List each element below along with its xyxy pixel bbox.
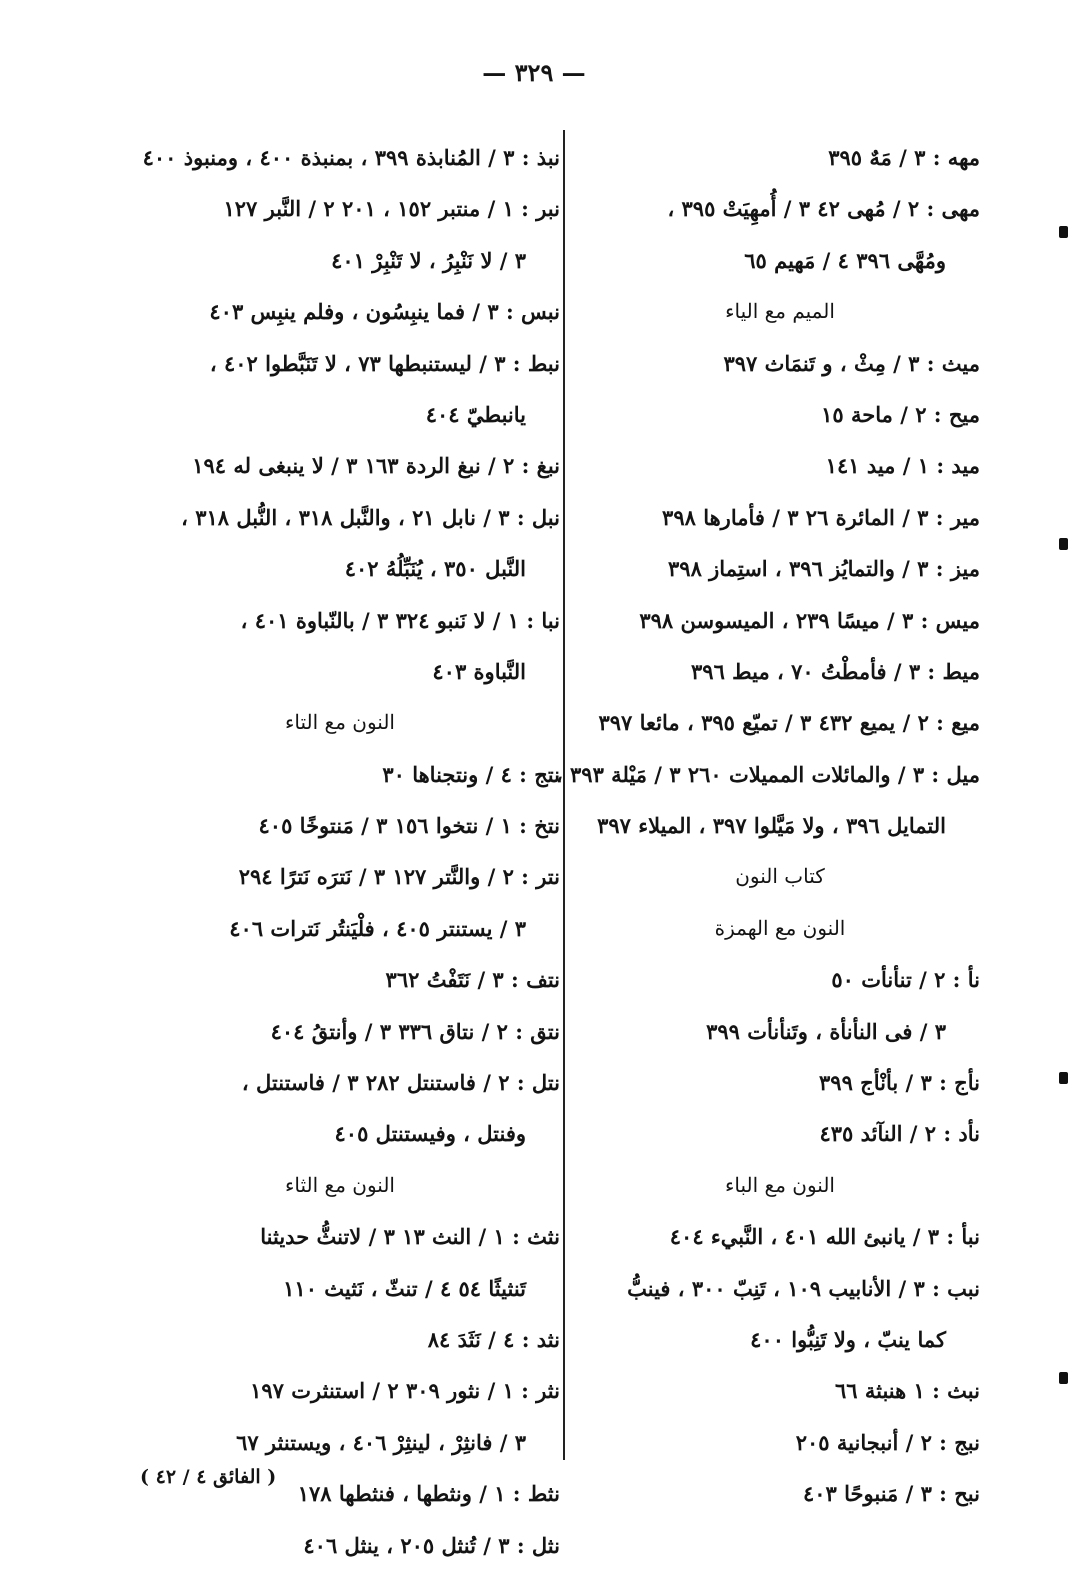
index-entry: نبث : ١ هنبثة ٦٦ xyxy=(835,1378,980,1404)
index-entry: ٣ / فى النأنأة ، وتَنأنأت ٣٩٩ xyxy=(706,1018,946,1044)
index-entry: وفنتل ، وفيستنتل ٤٠٥ xyxy=(334,1121,526,1147)
index-entry: ميز : ٣ / والتمايُز ٣٩٦ ، استِماز ٣٩٨ xyxy=(668,556,980,582)
index-entry: مهه : ٣ / مَهٌ ٣٩٥ xyxy=(828,145,980,170)
index-entry: نتل : ٢ / فاستنتل ٢٨٢ ٣ / فاستنتل ، xyxy=(241,1070,560,1096)
section-heading: الميم مع الياء xyxy=(725,299,835,324)
edge-mark xyxy=(1059,538,1068,550)
index-entry: ٣ / يستنتر ٤٠٥ ، فلْيَنتُر نَترات ٤٠٦ xyxy=(229,915,526,941)
index-entry: ميط : ٣ / فأمطْتُ ٧٠ ، ميط ٣٩٦ xyxy=(691,658,980,684)
index-entry: ميس : ٣ / ميسًا ٢٣٩ ، الميسوسن ٣٩٨ xyxy=(639,607,980,633)
index-entry: النَّباوة ٤٠٣ xyxy=(432,658,526,684)
page-number: — ٣٢٩ — xyxy=(482,58,586,87)
index-entry: ميح : ٢ / ماحة ١٥ xyxy=(821,401,980,427)
index-entry: مهى : ٢ / مُهى ٤٢ ٣ / أُمهِيَتْ ٣٩٥ ، xyxy=(667,196,980,222)
index-entry: ٣ / فانثِرْ ، لينثِرْ ٤٠٦ ، ويستنثر ٦٧ xyxy=(236,1429,526,1455)
index-entry: ميث : ٣ / مِثْ ، و تَنمَاث ٣٩٧ xyxy=(723,350,980,376)
index-entry: نتف : ٣ / نَتَفْتُ ٣٦٢ xyxy=(385,967,560,993)
index-entry: ميد : ١ / ميد ١٤١ xyxy=(825,453,980,479)
index-entry: ومُهَّى ٣٩٦ ٤ / مَهيم ٦٥ xyxy=(744,247,946,273)
index-entry: كما ينبّ ، ولا تَنِبُّوا ٤٠٠ xyxy=(750,1326,946,1352)
right-column xyxy=(555,132,980,1520)
index-entry: نبح : ٣ / مَنبوحًا ٤٠٣ xyxy=(802,1481,980,1507)
index-entry: النَّبل ٣٥٠ ، يُنَبِّلُهُ ٤٠٢ xyxy=(344,556,526,582)
index-entry: نبط : ٣ / ليستنبطها ٧٣ ، لا تَنَبَّطوا ٤٠٢ ، xyxy=(209,350,560,376)
index-entry: نبج : ٢ / أنبجانية ٢٠٥ xyxy=(795,1429,980,1455)
index-entry: تَنثيثًا ٥٤ ٤ / تنثّ ، نَثيث ١١٠ xyxy=(283,1275,526,1301)
index-entry: نأ : ٢ / تنأنأت ٥٠ xyxy=(831,967,980,993)
edge-mark xyxy=(1059,226,1068,238)
index-entry: ميل : ٣ / والمائلات المميلات ٢٦٠ ٣ / مَيْلة ٣٩٣ ، xyxy=(555,761,980,787)
section-heading: النون مع الثاء xyxy=(285,1172,395,1197)
index-entry: نثد : ٤ / نَثَدَ ٨٤ xyxy=(427,1326,560,1352)
index-entry: نبغ : ٢ / نبغ الردة ١٦٣ ٣ / لا ينبغى له ١٩٤ xyxy=(192,453,560,479)
index-entry: نتر : ٢ / والنَّتر ١٢٧ ٣ / نَترَه نَترًا ٢٩٤ xyxy=(238,864,560,890)
index-entry: نبل : ٣ / نابل ٢١ ، والنَّبل ٣١٨ ، النُّبل ٣١٨ ، xyxy=(181,504,560,530)
index-entry: نثر : ١ / نثور ٣٠٩ ٢ / استنثرت ١٩٧ xyxy=(250,1378,560,1404)
index-entry: نأد : ٢ / النآئد ٤٣٥ xyxy=(819,1121,980,1147)
index-entry: يانبطيّ ٤٠٤ xyxy=(425,401,526,427)
section-heading: كتاب النون xyxy=(735,864,825,889)
index-entry: نتق : ٢ / نتاق ٣٣٦ ٣ / وأنتقُ ٤٠٤ xyxy=(270,1018,560,1044)
index-entry: نتخ : ١ / نتخوا ١٥٦ ٣ / مَنتوخًا ٤٠٥ xyxy=(258,813,560,839)
edge-mark xyxy=(1059,1372,1068,1384)
index-entry: نبأ : ٣ / يانبئ الله ٤٠١ ، النَّبيء ٤٠٤ xyxy=(669,1224,980,1250)
index-entry: نبا : ١ / لا نَنبو ٣٢٤ ٣ / بالنّباوة ٤٠١ ، xyxy=(240,607,560,633)
index-entry: ٣ / لا نَنْبِرُ ، لا تَنْبِرْ ٤٠١ xyxy=(331,247,526,273)
index-entry: نتج : ٤ / ونتجناها ٣٠ xyxy=(382,761,560,787)
index-entry: نبر : ١ / منتبر ١٥٢ ، ٢٠١ ٢ / النَّبر ١٢٧ xyxy=(223,196,560,222)
index-entry: نبب : ٣ / الأنابيب ١٠٩ ، تَنِبّ ٣٠٠ ، فينبُّ xyxy=(627,1275,980,1301)
left-column xyxy=(120,132,560,1571)
index-entry: نبس : ٣ / فما ينبِسُون ، وفلم ينبِس ٤٠٣ xyxy=(209,299,560,325)
section-heading: النون مع التاء xyxy=(285,710,395,735)
index-entry: نثل : ٣ / تُنثل ٢٠٥ ، ينثل ٤٠٦ xyxy=(303,1532,560,1558)
index-entry: ميع : ٢ / يميع ٤٣٢ ٣ / تميّع ٣٩٥ ، مائعا ٣٩٧ xyxy=(598,710,980,736)
index-entry: نبذ : ٣ / المُنابذة ٣٩٩ ، بمنبذة ٤٠٠ ، ومنبوذ ٤٠٠ xyxy=(142,145,560,170)
section-heading: النون مع الهمزة xyxy=(714,915,846,940)
index-entry: نثط : ١ / ونثطها ، فنثطها ١٧٨ xyxy=(297,1481,560,1507)
index-entry: التمايل ٣٩٦ ، ولا مَيَّلوا ٣٩٧ ، الميلاء ٣٩٧ xyxy=(597,813,946,839)
edge-mark xyxy=(1059,1072,1068,1084)
index-entry: نثث : ١ / النث ١٣ ٣ / لاتنثُّ حديثنا xyxy=(260,1224,560,1250)
section-heading: النون مع الباء xyxy=(725,1172,835,1197)
footer-reference: ( الفائق ٤ / ٤٢ ) xyxy=(140,1466,277,1488)
index-entry: مير : ٣ / المائرة ٢٦ ٣ / فأمارها ٣٩٨ xyxy=(662,504,980,530)
index-entry: نأج : ٣ / بأنْأج ٣٩٩ xyxy=(819,1070,980,1096)
